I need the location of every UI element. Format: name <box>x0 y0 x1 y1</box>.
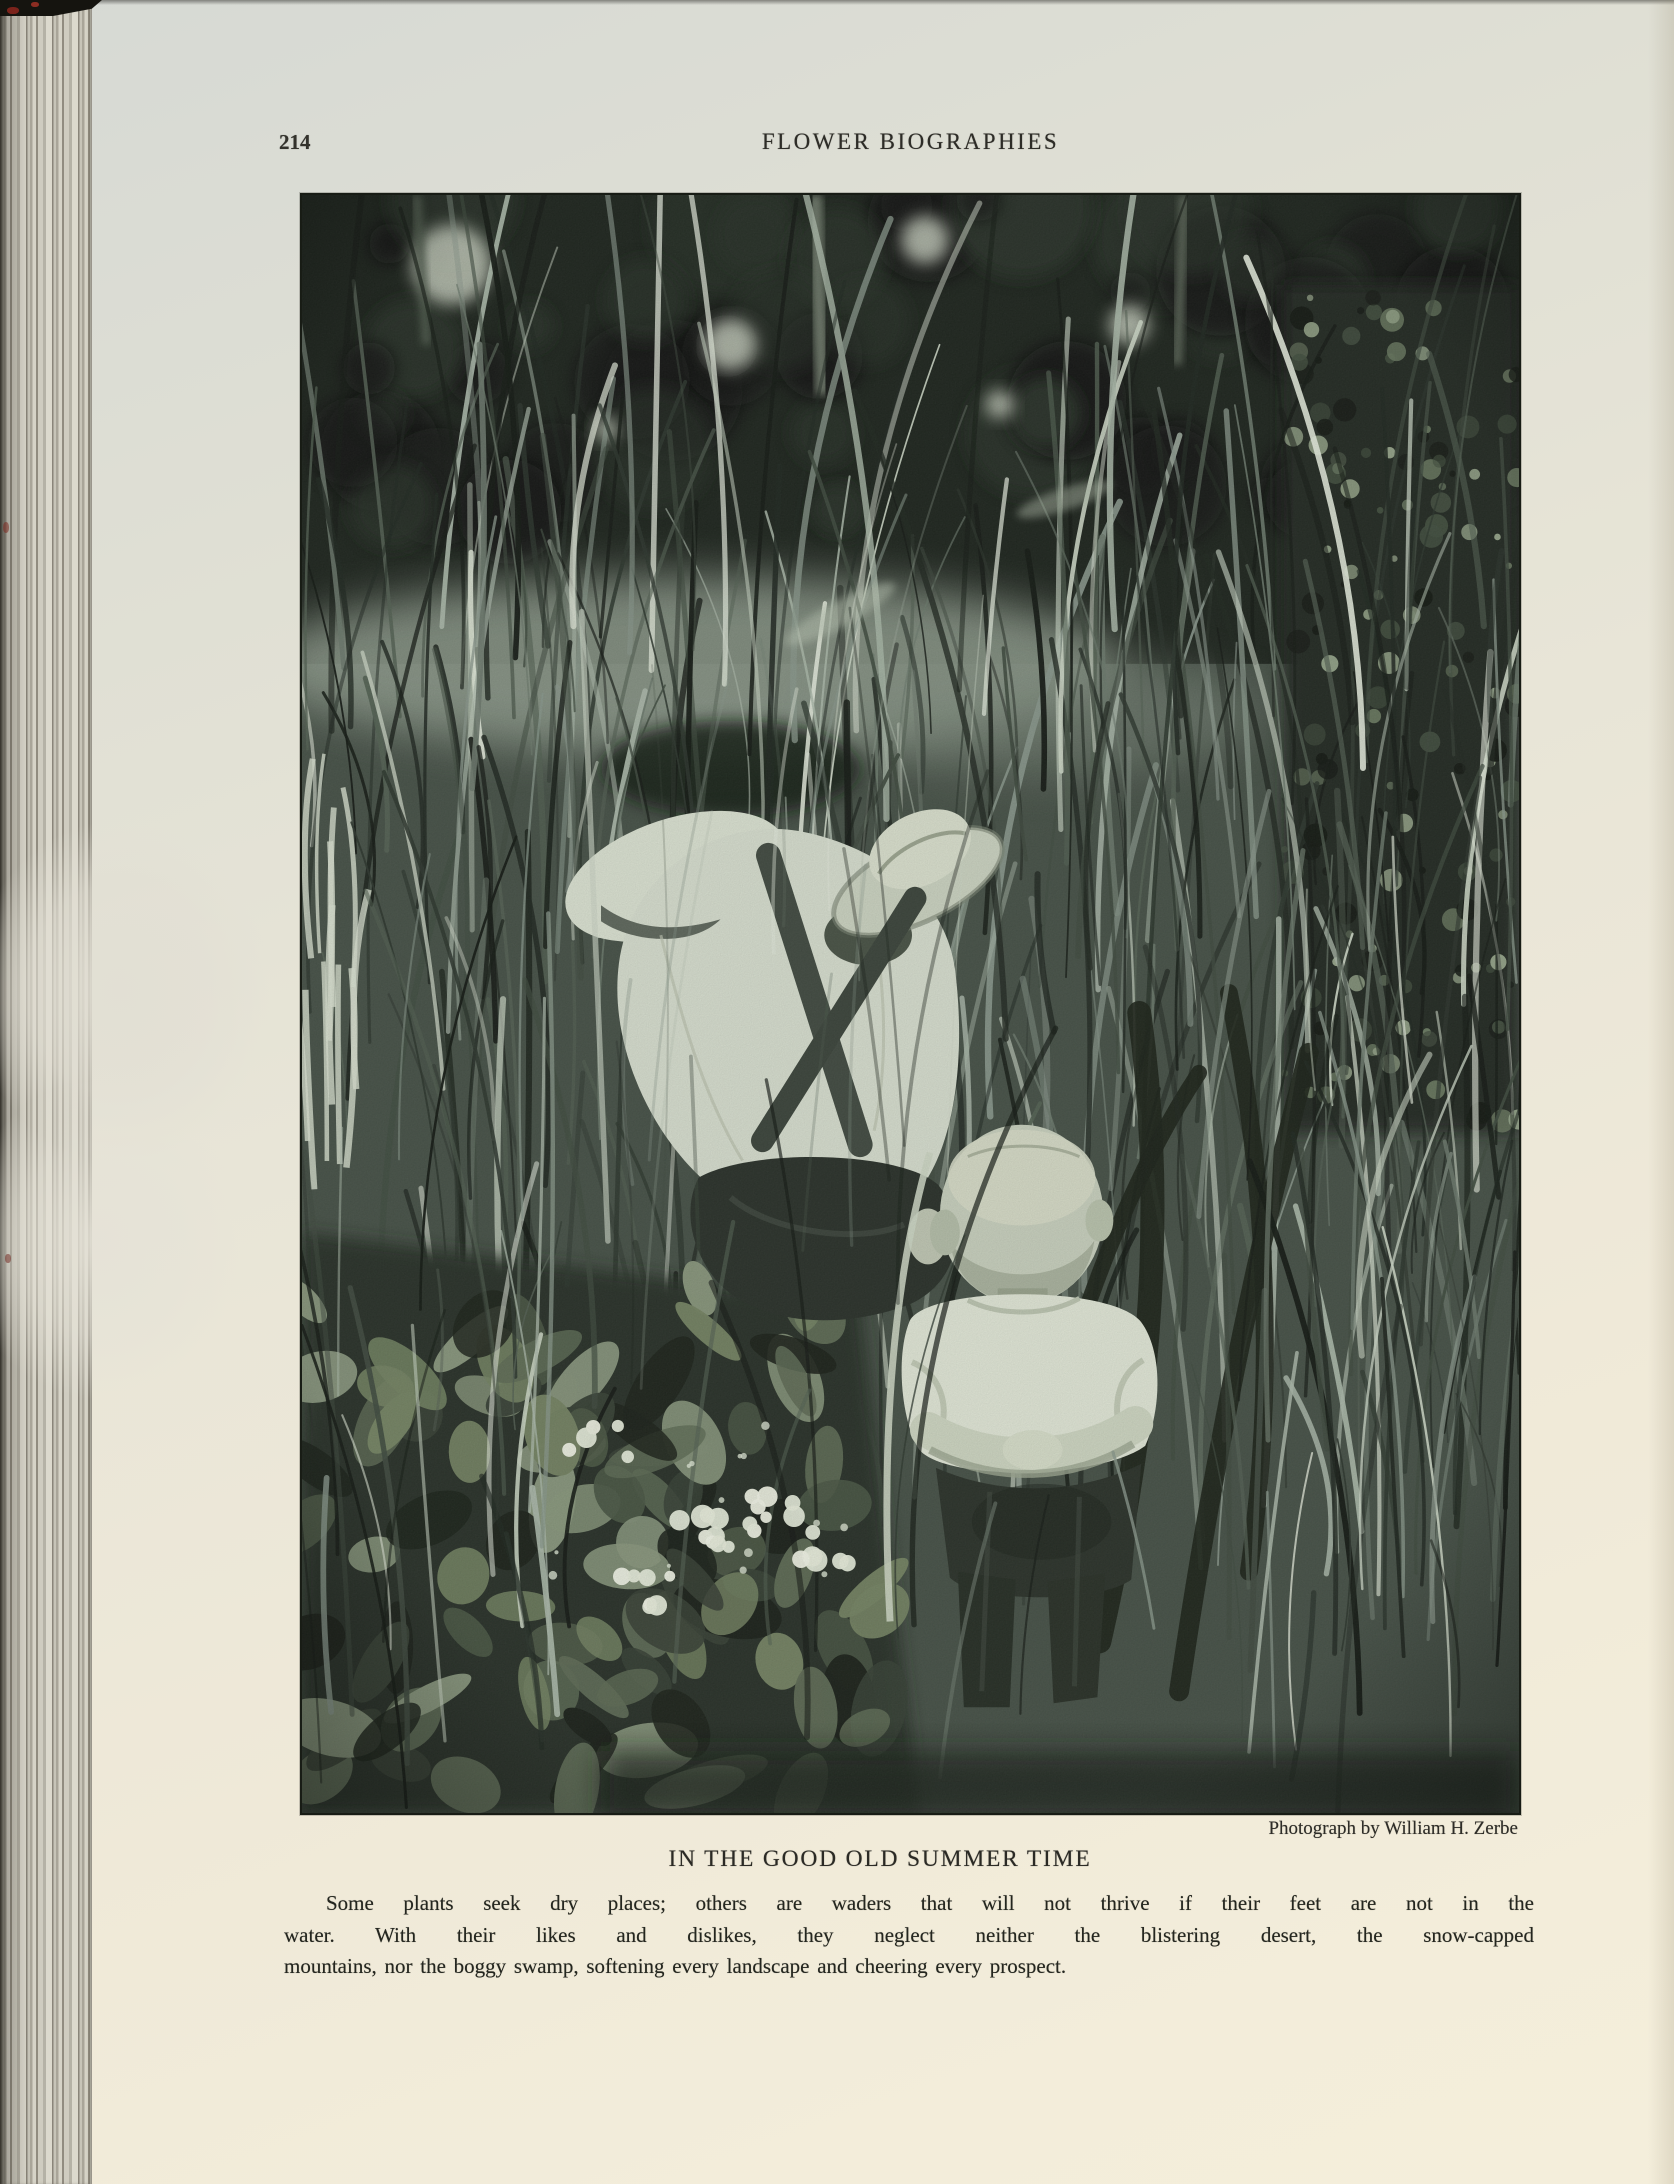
caption-line-3: mountains, nor the boggy swamp, softening every landscape and cheering every prospect. <box>284 1954 1067 1978</box>
caption-title: IN THE GOOD OLD SUMMER TIME <box>668 1846 1092 1872</box>
caption-line-2: water. With their likes and dislikes, they neglect neither the blistering desert, the snow-capped <box>284 1922 1534 1947</box>
book-fore-edge <box>0 0 92 2184</box>
caption-body <box>284 1888 1534 1983</box>
red-edge-mark <box>7 7 19 14</box>
photograph-scene <box>302 195 1519 1813</box>
red-edge-mark <box>31 2 39 7</box>
page-number: 214 <box>279 130 311 154</box>
scan-right-shade <box>1648 0 1674 2184</box>
caption-line-1: Some plants seek dry places; others are waders that will not thrive if their feet are not in the <box>326 1891 1534 1915</box>
book-photograph <box>300 193 1521 1815</box>
photo-credit: Photograph by William H. Zerbe <box>1268 1818 1518 1839</box>
red-edge-mark <box>3 522 9 533</box>
running-header: FLOWER BIOGRAPHIES <box>761 129 1060 154</box>
red-edge-mark <box>5 1254 11 1263</box>
scan-top-edge <box>0 0 1674 5</box>
